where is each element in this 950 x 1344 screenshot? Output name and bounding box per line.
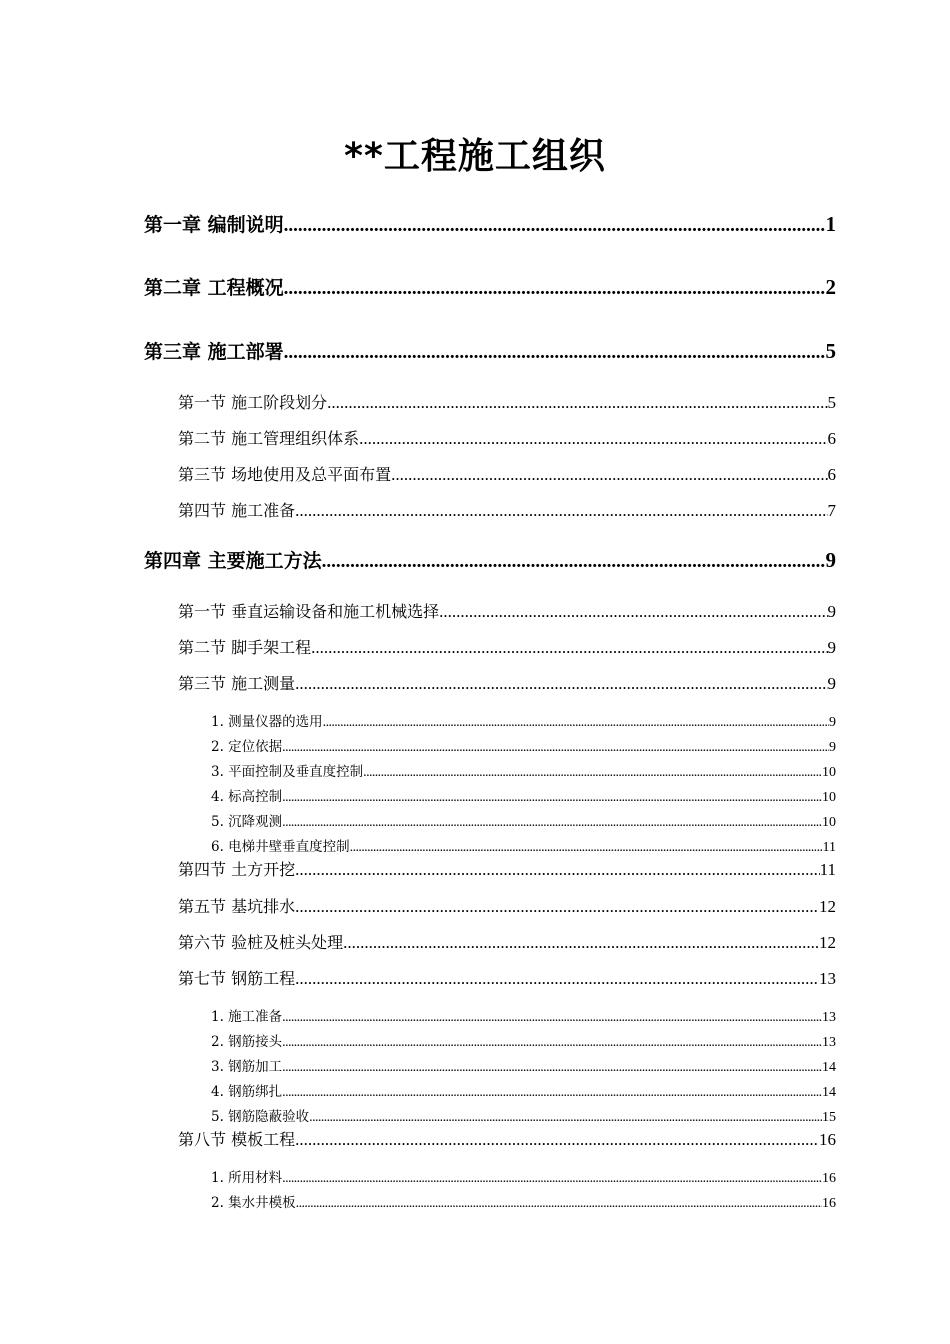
toc-entry-page-number: 9 — [827, 602, 836, 621]
toc-entry-page-number: 2 — [825, 275, 836, 299]
toc-entry-label: 第六节 验桩及桩头处理 — [178, 933, 344, 952]
toc-entry[interactable] — [178, 462, 836, 488]
toc-entry-label: 第四节 施工准备 — [178, 501, 296, 520]
toc-dot-leader — [282, 1171, 822, 1186]
toc-entry-page-number: 10 — [822, 765, 836, 780]
toc-dot-leader — [295, 860, 820, 880]
toc-entry-label: 5. 沉降观测 — [211, 814, 283, 830]
toc-entry-page-number: 9 — [825, 548, 836, 572]
toc-dot-leader — [311, 638, 827, 658]
toc-entry-label: 3. 钢筋加工 — [211, 1059, 283, 1075]
toc-dot-leader — [295, 501, 827, 521]
toc-dot-leader — [295, 1130, 819, 1150]
toc-entry[interactable] — [144, 273, 836, 303]
toc-entry[interactable] — [178, 857, 836, 883]
toc-entry[interactable] — [144, 337, 836, 367]
toc-dot-leader — [282, 740, 829, 755]
toc-dot-leader — [391, 465, 827, 485]
toc-dot-leader — [322, 551, 826, 573]
toc-entry-label: 4. 钢筋绑扎 — [211, 1084, 283, 1100]
toc-dot-leader — [295, 674, 827, 694]
toc-entry[interactable] — [178, 894, 836, 920]
toc-entry[interactable] — [178, 426, 836, 452]
toc-dot-leader — [295, 897, 819, 917]
toc-entry-label: 第三节 场地使用及总平面布置 — [178, 465, 392, 484]
toc-entry[interactable] — [178, 599, 836, 625]
toc-entry-label: 第一节 垂直运输设备和施工机械选择 — [178, 602, 440, 621]
toc-entry[interactable] — [178, 671, 836, 697]
toc-entry-page-number: 13 — [819, 969, 836, 988]
toc-entry[interactable] — [211, 710, 836, 730]
toc-entry-page-number: 7 — [827, 501, 836, 520]
toc-entry-label: 第三章 施工部署 — [144, 341, 284, 363]
toc-entry-page-number: 15 — [822, 1110, 836, 1125]
toc-entry-label: 第四节 土方开挖 — [178, 860, 296, 879]
toc-entry-page-number: 16 — [819, 1130, 836, 1149]
toc-entry-label: 第一节 施工阶段划分 — [178, 393, 328, 412]
toc-dot-leader — [309, 1110, 822, 1125]
toc-entry[interactable] — [211, 1166, 836, 1186]
toc-dot-leader — [323, 715, 829, 730]
toc-entry[interactable] — [211, 835, 836, 855]
toc-entry[interactable] — [144, 210, 836, 240]
toc-entry[interactable] — [211, 1080, 836, 1100]
toc-dot-leader — [296, 1196, 822, 1211]
toc-entry-label: 第二章 工程概况 — [144, 277, 284, 299]
toc-entry[interactable] — [178, 930, 836, 956]
toc-entry[interactable] — [178, 635, 836, 661]
toc-entry-label: 第二节 施工管理组织体系 — [178, 429, 360, 448]
toc-entry-page-number: 5 — [827, 393, 836, 412]
toc-dot-leader — [282, 1010, 822, 1025]
toc-entry-label: 第七节 钢筋工程 — [178, 969, 296, 988]
toc-entry-page-number: 12 — [819, 897, 836, 916]
toc-entry-page-number: 13 — [822, 1035, 836, 1050]
toc-entry-label: 5. 钢筋隐蔽验收 — [211, 1109, 310, 1125]
toc-dot-leader — [359, 429, 827, 449]
toc-entry[interactable] — [211, 1191, 836, 1211]
toc-entry-label: 2. 钢筋接头 — [211, 1034, 283, 1050]
toc-entry[interactable] — [211, 1030, 836, 1050]
toc-dot-leader — [284, 278, 826, 300]
toc-entry-label: 1. 测量仪器的选用 — [211, 714, 323, 730]
toc-dot-leader — [282, 1035, 822, 1050]
toc-entry-page-number: 12 — [819, 933, 836, 952]
toc-entry-page-number: 16 — [822, 1196, 836, 1211]
toc-dot-leader — [295, 969, 819, 989]
toc-dot-leader — [363, 765, 822, 780]
toc-entry-label: 第四章 主要施工方法 — [144, 550, 322, 572]
toc-entry-label: 第五节 基坑排水 — [178, 897, 296, 916]
toc-entry-label: 第二节 脚手架工程 — [178, 638, 312, 657]
toc-dot-leader — [282, 790, 822, 805]
toc-entry-page-number: 9 — [827, 638, 836, 657]
toc-dot-leader — [439, 602, 827, 622]
toc-dot-leader — [284, 215, 826, 237]
toc-entry-page-number: 10 — [822, 790, 836, 805]
toc-entry-page-number: 5 — [825, 339, 836, 363]
toc-entry-page-number: 6 — [827, 465, 836, 484]
toc-entry-page-number: 9 — [827, 674, 836, 693]
toc-entry-label: 1. 所用材料 — [211, 1170, 283, 1186]
toc-entry-page-number: 9 — [829, 715, 836, 730]
toc-entry[interactable] — [211, 760, 836, 780]
document-title: **工程施工组织 — [344, 136, 606, 177]
toc-entry[interactable] — [211, 785, 836, 805]
toc-entry-page-number: 6 — [827, 429, 836, 448]
toc-entry-page-number: 14 — [822, 1060, 836, 1075]
toc-entry-page-number: 11 — [819, 860, 836, 879]
toc-dot-leader — [350, 840, 823, 855]
toc-entry[interactable] — [211, 1105, 836, 1125]
toc-entry-page-number: 1 — [825, 212, 836, 236]
toc-entry-label: 3. 平面控制及垂直度控制 — [211, 764, 364, 780]
toc-entry[interactable] — [211, 1055, 836, 1075]
toc-entry[interactable] — [211, 810, 836, 830]
toc-entry-label: 2. 定位依据 — [211, 739, 283, 755]
toc-entry-page-number: 10 — [822, 815, 836, 830]
toc-entry-label: 1. 施工准备 — [211, 1009, 283, 1025]
toc-entry-label: 2. 集水井模板 — [211, 1195, 296, 1211]
toc-entry[interactable] — [178, 966, 836, 992]
toc-dot-leader — [284, 342, 826, 364]
toc-entry-label: 4. 标高控制 — [211, 789, 283, 805]
toc-entry-page-number: 14 — [822, 1085, 836, 1100]
toc-entry[interactable] — [211, 1005, 836, 1025]
toc-entry[interactable] — [144, 546, 836, 576]
toc-dot-leader — [282, 1060, 822, 1075]
toc-entry-label: 第一章 编制说明 — [144, 214, 284, 236]
toc-dot-leader — [327, 393, 827, 413]
toc-entry[interactable] — [178, 1127, 836, 1153]
toc-entry[interactable] — [178, 390, 836, 416]
toc-dot-leader — [282, 1085, 822, 1100]
toc-entry[interactable] — [178, 498, 836, 524]
toc-entry-label: 第三节 施工测量 — [178, 674, 296, 693]
toc-entry-page-number: 13 — [822, 1010, 836, 1025]
toc-entry-page-number: 16 — [822, 1171, 836, 1186]
toc-entry-label: 第八节 模板工程 — [178, 1130, 296, 1149]
toc-entry[interactable] — [211, 735, 836, 755]
toc-entry-label: 6. 电梯井壁垂直度控制 — [211, 839, 350, 855]
toc-entry-page-number: 9 — [829, 740, 836, 755]
toc-entry-page-number: 11 — [822, 840, 836, 855]
toc-dot-leader — [282, 815, 822, 830]
toc-dot-leader — [343, 933, 819, 953]
